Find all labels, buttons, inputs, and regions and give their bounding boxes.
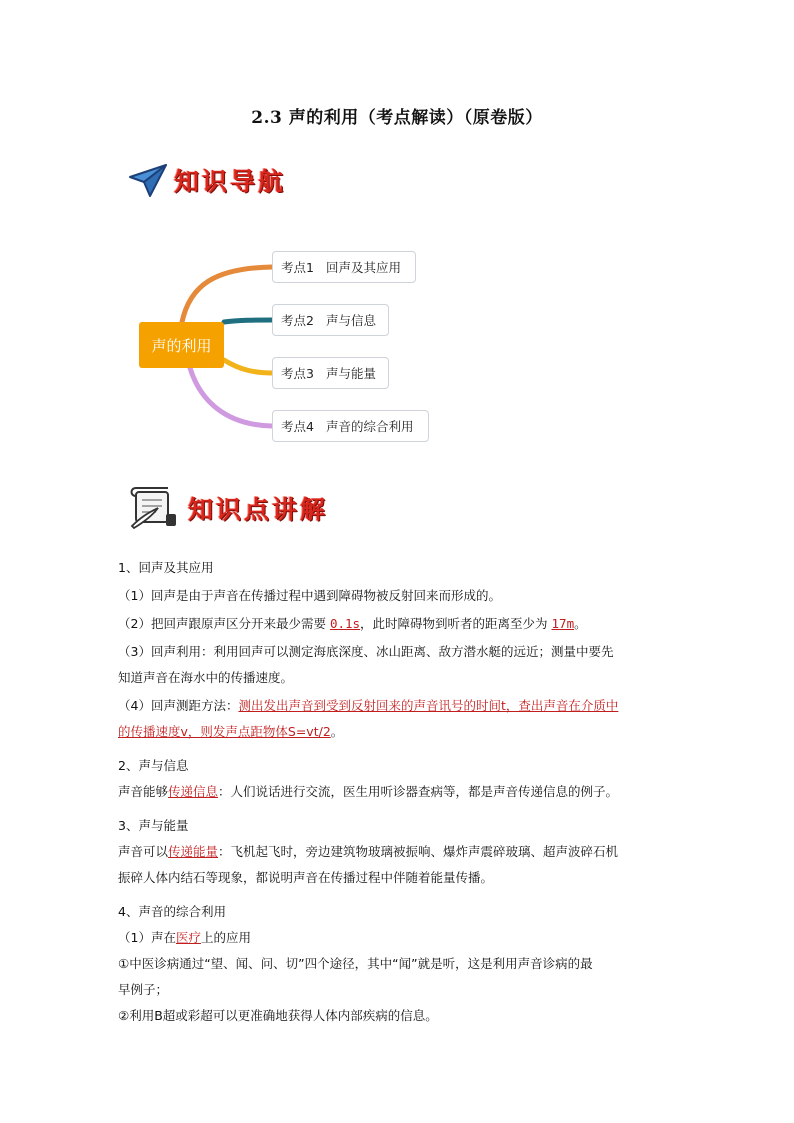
knowledge-explain-banner (128, 486, 328, 530)
s3-text-c: ：飞机起飞时，旁边建筑物玻璃被振响、爆炸声震碎玻璃、超声波碎石机 (218, 844, 619, 859)
s1-p4-highlight-1: 测出发出声音到受到反射回来的声音讯号的时间t，查出声音在介质中 (238, 698, 619, 713)
s1-paragraph-4b (118, 722, 343, 740)
connector-2 (224, 320, 272, 322)
s2-text-c: ：人们说话进行交流，医生用听诊器查病等，都是声音传递信息的例子。 (218, 784, 619, 799)
connector-3 (224, 360, 272, 373)
s1-p2-highlight-distance: 17m (551, 616, 575, 631)
s1-paragraph-1: （1）回声是由于声音在传播过程中遇到障碍物被反射回来而形成的。 (118, 588, 501, 603)
node-3-label: 声与能量 (325, 366, 376, 381)
s3-highlight: 传递能量 (168, 844, 219, 859)
s1-p4-highlight-2: 的传播速度v，则发声点距物体S=vt/2 (118, 724, 331, 739)
node-2-label: 声与信息 (325, 313, 376, 328)
s4-paragraph-2b: 早例子； (118, 982, 169, 997)
s2-text-a: 声音能够 (118, 784, 169, 799)
s3-paragraph-b: 振碎人体内结石等现象，都说明声音在传播过程中伴随着能量传播。 (118, 870, 494, 885)
s1-p4-text-d: 。 (330, 724, 344, 739)
s3-text-a: 声音可以 (118, 844, 169, 859)
node-1-label: 回声及其应用 (325, 260, 401, 275)
connector-4 (190, 368, 272, 426)
mindmap-node-2 (272, 304, 389, 336)
s4-paragraph-3: ②利用B超或彩超可以更准确地获得人体内部疾病的信息。 (118, 1008, 438, 1023)
mindmap-center-node: 声的利用 (139, 322, 224, 368)
knowledge-explain-title: 知识点讲解 (188, 495, 329, 524)
mindmap-node-4 (272, 410, 429, 442)
s1-p2-highlight-time: 0.1s (329, 616, 361, 631)
s1-paragraph-3a: （3）回声利用：利用回声可以测定海底深度、冰山距离、敌方潜水艇的远近；测量中要先 (118, 644, 614, 659)
s1-p2-text-a: （2）把回声跟原声区分开来最少需要 (118, 616, 330, 631)
s1-paragraph-2 (118, 614, 587, 632)
connector-1 (182, 267, 272, 322)
s4-p1-text-a: （1）声在 (118, 930, 176, 945)
node-1-number: 考点1 (281, 260, 314, 275)
s4-p1-text-c: 上的应用 (200, 930, 251, 945)
s1-paragraph-3b: 知道声音在海水中的传播速度。 (118, 670, 294, 685)
s4-p1-highlight: 医疗 (175, 930, 201, 945)
s1-p2-text-e: 。 (574, 616, 587, 631)
section-4-heading: 4、声音的综合利用 (118, 904, 226, 919)
node-4-number: 考点4 (281, 419, 314, 434)
s2-paragraph (118, 782, 618, 800)
node-3-number: 考点3 (281, 366, 314, 381)
knowledge-nav-title: 知识导航 (174, 167, 287, 196)
section-2-heading: 2、声与信息 (118, 758, 189, 773)
page-title: 2.3 声的利用（考点解读）（原卷版） (251, 108, 543, 128)
scroll-quill-icon (128, 486, 180, 530)
s4-paragraph-1 (118, 928, 251, 946)
section-3-heading: 3、声与能量 (118, 818, 189, 833)
s2-highlight: 传递信息 (168, 784, 219, 799)
mindmap-node-1 (272, 251, 416, 283)
node-2-number: 考点2 (281, 313, 314, 328)
mindmap-node-3 (272, 357, 389, 389)
s1-p4-text-a: （4）回声测距方法： (118, 698, 239, 713)
s3-paragraph-a (118, 842, 618, 860)
s1-p2-text-c: ，此时障碍物到听者的距离至少为 (360, 616, 552, 631)
node-4-label: 声音的综合利用 (325, 419, 414, 434)
s1-paragraph-4a (118, 696, 618, 714)
section-1-heading: 1、回声及其应用 (118, 560, 214, 575)
s4-paragraph-2a: ①中医诊病通过“望、闻、问、切”四个途径，其中“闻”就是听，这是利用声音诊病的最 (118, 956, 593, 971)
